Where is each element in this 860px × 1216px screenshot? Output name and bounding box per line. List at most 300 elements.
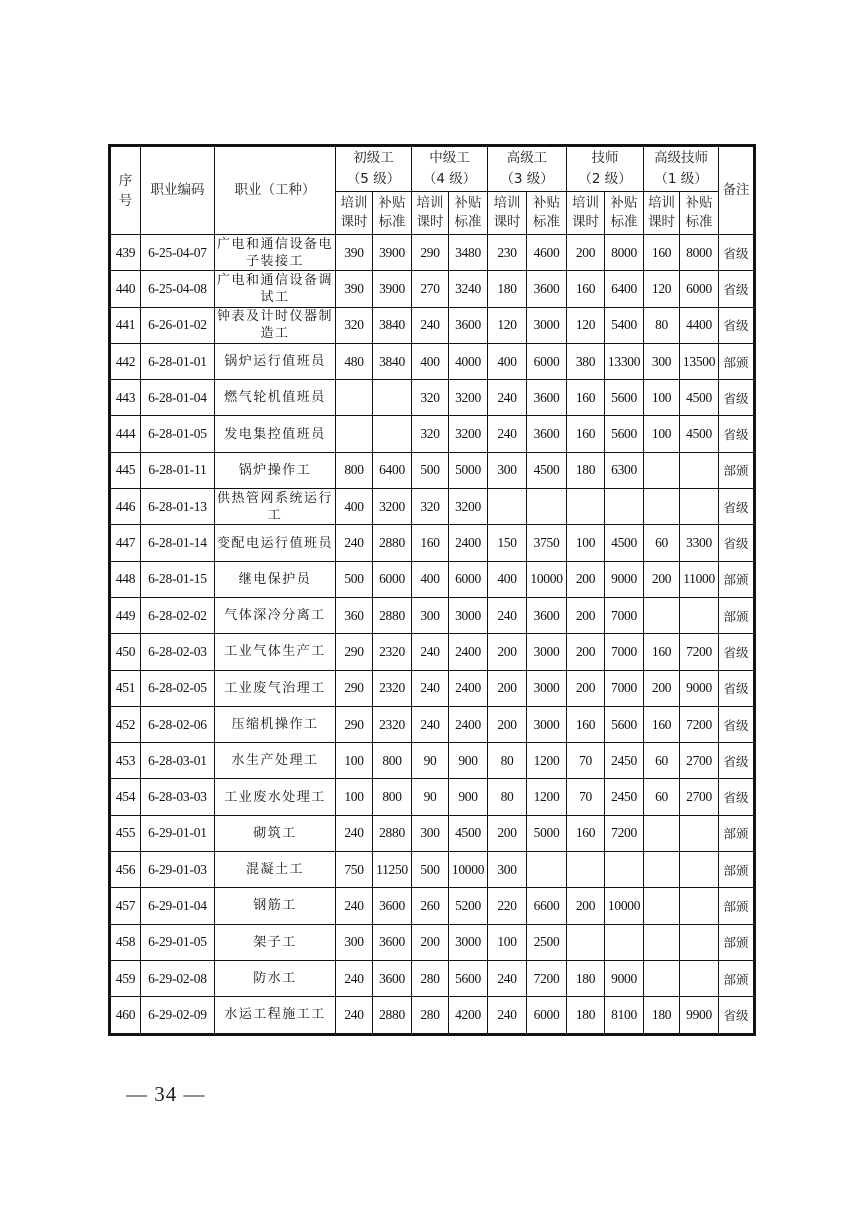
cell-training-hours: 60 <box>644 743 680 779</box>
cell-training-hours: 240 <box>488 997 527 1034</box>
cell-training-hours: 60 <box>644 779 680 815</box>
cell-training-hours: 240 <box>412 307 449 343</box>
cell-subsidy-standard: 3840 <box>373 307 412 343</box>
level-name: 技师 <box>591 150 619 166</box>
cell-training-hours: 120 <box>644 271 680 307</box>
subheader-text: 培训 <box>648 195 676 211</box>
subheader-text: 补贴 <box>378 195 406 211</box>
cell-training-hours: 200 <box>567 235 605 271</box>
cell-subsidy-standard <box>605 924 644 960</box>
cell-subsidy-standard <box>680 960 719 996</box>
cell-training-hours: 90 <box>412 743 449 779</box>
subheader-text: 补贴 <box>610 195 638 211</box>
cell-seq: 452 <box>110 706 141 742</box>
cell-subsidy-standard: 3900 <box>373 235 412 271</box>
cell-training-hours <box>644 489 680 525</box>
cell-subsidy-standard: 2320 <box>373 706 412 742</box>
cell-training-hours: 200 <box>488 815 527 851</box>
header-seq-label: 序号 <box>118 172 133 209</box>
cell-occupation-name: 水生产处理工 <box>215 743 336 779</box>
cell-subsidy-standard: 3480 <box>449 235 488 271</box>
cell-training-hours: 160 <box>567 815 605 851</box>
cell-training-hours: 240 <box>336 815 373 851</box>
cell-training-hours: 160 <box>567 380 605 416</box>
table-row <box>110 235 755 271</box>
cell-training-hours: 70 <box>567 743 605 779</box>
cell-subsidy-standard: 4500 <box>680 380 719 416</box>
cell-training-hours: 390 <box>336 271 373 307</box>
cell-subsidy-standard: 2450 <box>605 779 644 815</box>
cell-training-hours: 400 <box>336 489 373 525</box>
subheader-subsidy-standard <box>373 192 412 235</box>
cell-subsidy-standard: 5600 <box>605 706 644 742</box>
cell-seq: 444 <box>110 416 141 452</box>
cell-subsidy-standard <box>680 452 719 488</box>
cell-seq: 455 <box>110 815 141 851</box>
cell-subsidy-standard: 2450 <box>605 743 644 779</box>
cell-subsidy-standard <box>373 380 412 416</box>
cell-training-hours: 80 <box>488 743 527 779</box>
cell-training-hours: 60 <box>644 525 680 561</box>
table-row <box>110 815 755 851</box>
cell-subsidy-standard: 3000 <box>449 597 488 633</box>
cell-subsidy-standard: 9000 <box>605 960 644 996</box>
cell-subsidy-standard: 4500 <box>449 815 488 851</box>
cell-note: 部颁 <box>719 343 755 379</box>
cell-occupation-code: 6-28-02-06 <box>141 706 215 742</box>
cell-training-hours: 240 <box>488 960 527 996</box>
cell-training-hours: 200 <box>644 561 680 597</box>
cell-note: 省级 <box>719 997 755 1034</box>
cell-training-hours: 200 <box>412 924 449 960</box>
cell-training-hours: 200 <box>567 670 605 706</box>
cell-seq: 441 <box>110 307 141 343</box>
cell-training-hours: 280 <box>412 997 449 1034</box>
cell-occupation-code: 6-26-01-02 <box>141 307 215 343</box>
cell-subsidy-standard: 3200 <box>449 489 488 525</box>
cell-seq: 453 <box>110 743 141 779</box>
cell-occupation-code: 6-28-01-11 <box>141 452 215 488</box>
cell-note: 部颁 <box>719 815 755 851</box>
table-row <box>110 706 755 742</box>
cell-training-hours: 180 <box>644 997 680 1034</box>
cell-training-hours: 90 <box>412 779 449 815</box>
cell-subsidy-standard <box>680 815 719 851</box>
cell-note: 省级 <box>719 525 755 561</box>
table-body <box>110 235 755 1035</box>
subheader-text: 补贴 <box>685 195 713 211</box>
cell-subsidy-standard: 5000 <box>527 815 567 851</box>
cell-subsidy-standard: 3000 <box>527 706 567 742</box>
cell-subsidy-standard <box>680 924 719 960</box>
cell-occupation-code: 6-28-02-03 <box>141 634 215 670</box>
table-header <box>110 146 755 235</box>
cell-occupation-code: 6-25-04-08 <box>141 271 215 307</box>
cell-subsidy-standard: 9000 <box>680 670 719 706</box>
cell-training-hours: 400 <box>412 561 449 597</box>
cell-training-hours: 290 <box>336 634 373 670</box>
cell-training-hours: 300 <box>412 597 449 633</box>
cell-training-hours: 200 <box>488 634 527 670</box>
cell-subsidy-standard: 2400 <box>449 670 488 706</box>
subheader-text: 课时 <box>572 214 600 230</box>
cell-subsidy-standard: 2320 <box>373 634 412 670</box>
cell-subsidy-standard: 3600 <box>527 380 567 416</box>
cell-seq: 446 <box>110 489 141 525</box>
table-row <box>110 452 755 488</box>
cell-note: 部颁 <box>719 888 755 924</box>
cell-subsidy-standard: 2880 <box>373 815 412 851</box>
cell-subsidy-standard: 6000 <box>449 561 488 597</box>
cell-subsidy-standard: 13300 <box>605 343 644 379</box>
cell-training-hours: 500 <box>412 852 449 888</box>
header-occupation: 职业（工种） <box>215 146 336 235</box>
cell-subsidy-standard: 4400 <box>680 307 719 343</box>
cell-subsidy-standard: 7000 <box>605 670 644 706</box>
subheader-text: 培训 <box>572 195 600 211</box>
cell-training-hours: 240 <box>488 416 527 452</box>
cell-training-hours: 290 <box>336 706 373 742</box>
cell-subsidy-standard <box>527 489 567 525</box>
header-level-4 <box>567 146 644 192</box>
cell-note: 省级 <box>719 634 755 670</box>
cell-training-hours: 150 <box>488 525 527 561</box>
cell-training-hours: 200 <box>567 597 605 633</box>
cell-occupation-name: 气体深冷分离工 <box>215 597 336 633</box>
cell-occupation-name: 钟表及计时仪器制造工 <box>215 307 336 343</box>
table-row <box>110 634 755 670</box>
cell-note: 省级 <box>719 235 755 271</box>
cell-training-hours: 400 <box>488 343 527 379</box>
cell-training-hours: 160 <box>644 706 680 742</box>
subheader-text: 标准 <box>454 214 482 230</box>
cell-subsidy-standard: 6000 <box>680 271 719 307</box>
cell-training-hours: 160 <box>644 235 680 271</box>
cell-subsidy-standard: 3000 <box>527 670 567 706</box>
cell-note: 部颁 <box>719 852 755 888</box>
cell-training-hours: 500 <box>336 561 373 597</box>
cell-training-hours: 500 <box>412 452 449 488</box>
cell-subsidy-standard: 7200 <box>680 706 719 742</box>
cell-subsidy-standard: 3000 <box>527 307 567 343</box>
cell-subsidy-standard: 1200 <box>527 743 567 779</box>
cell-subsidy-standard: 10000 <box>605 888 644 924</box>
subheader-training-hours <box>488 192 527 235</box>
cell-training-hours: 240 <box>336 888 373 924</box>
cell-occupation-name: 压缩机操作工 <box>215 706 336 742</box>
level-name: 中级工 <box>429 150 470 166</box>
cell-seq: 456 <box>110 852 141 888</box>
cell-occupation-name: 防水工 <box>215 960 336 996</box>
cell-subsidy-standard: 3750 <box>527 525 567 561</box>
header-code: 职业编码 <box>141 146 215 235</box>
cell-subsidy-standard: 5400 <box>605 307 644 343</box>
cell-occupation-name: 发电集控值班员 <box>215 416 336 452</box>
subheader-text: 补贴 <box>454 195 482 211</box>
cell-training-hours: 240 <box>488 380 527 416</box>
subheader-training-hours <box>644 192 680 235</box>
cell-seq: 443 <box>110 380 141 416</box>
cell-occupation-code: 6-28-01-01 <box>141 343 215 379</box>
subheader-text: 课时 <box>416 214 444 230</box>
cell-occupation-code: 6-28-01-05 <box>141 416 215 452</box>
cell-training-hours: 290 <box>412 235 449 271</box>
cell-training-hours: 380 <box>567 343 605 379</box>
cell-occupation-name: 广电和通信设备电子装接工 <box>215 235 336 271</box>
subheader-text: 培训 <box>493 195 521 211</box>
cell-occupation-code: 6-29-02-08 <box>141 960 215 996</box>
cell-subsidy-standard: 10000 <box>449 852 488 888</box>
header-level-3 <box>488 146 567 192</box>
cell-occupation-code: 6-28-01-13 <box>141 489 215 525</box>
cell-note: 省级 <box>719 380 755 416</box>
cell-training-hours: 400 <box>488 561 527 597</box>
table-row <box>110 380 755 416</box>
header-level-5 <box>644 146 719 192</box>
cell-subsidy-standard: 3900 <box>373 271 412 307</box>
subheader-text: 课时 <box>493 214 521 230</box>
cell-training-hours: 320 <box>336 307 373 343</box>
cell-subsidy-standard: 4200 <box>449 997 488 1034</box>
cell-training-hours: 240 <box>336 960 373 996</box>
cell-subsidy-standard: 3600 <box>527 416 567 452</box>
cell-subsidy-standard: 6600 <box>527 888 567 924</box>
cell-subsidy-standard: 3200 <box>373 489 412 525</box>
table-row <box>110 779 755 815</box>
cell-occupation-code: 6-29-01-05 <box>141 924 215 960</box>
subheader-text: 标准 <box>533 214 561 230</box>
table-row <box>110 888 755 924</box>
level-name: 初级工 <box>353 150 394 166</box>
cell-training-hours: 180 <box>567 960 605 996</box>
cell-subsidy-standard: 4000 <box>449 343 488 379</box>
cell-subsidy-standard: 11250 <box>373 852 412 888</box>
cell-subsidy-standard: 8000 <box>680 235 719 271</box>
cell-subsidy-standard: 3600 <box>449 307 488 343</box>
cell-seq: 450 <box>110 634 141 670</box>
cell-note: 部颁 <box>719 960 755 996</box>
cell-training-hours: 260 <box>412 888 449 924</box>
cell-occupation-code: 6-29-01-04 <box>141 888 215 924</box>
subheader-text: 培训 <box>416 195 444 211</box>
cell-seq: 457 <box>110 888 141 924</box>
cell-subsidy-standard <box>680 597 719 633</box>
cell-training-hours: 180 <box>488 271 527 307</box>
cell-subsidy-standard: 8000 <box>605 235 644 271</box>
cell-seq: 447 <box>110 525 141 561</box>
cell-subsidy-standard: 2400 <box>449 634 488 670</box>
cell-subsidy-standard: 9900 <box>680 997 719 1034</box>
cell-training-hours: 240 <box>412 706 449 742</box>
cell-training-hours: 160 <box>644 634 680 670</box>
cell-subsidy-standard <box>680 489 719 525</box>
cell-training-hours: 240 <box>488 597 527 633</box>
cell-training-hours <box>644 852 680 888</box>
cell-subsidy-standard: 7200 <box>605 815 644 851</box>
cell-training-hours: 400 <box>412 343 449 379</box>
subheader-training-hours <box>336 192 373 235</box>
training-subsidy-table <box>108 144 756 1036</box>
cell-training-hours: 100 <box>488 924 527 960</box>
cell-occupation-code: 6-28-03-03 <box>141 779 215 815</box>
cell-training-hours <box>644 597 680 633</box>
cell-training-hours <box>644 888 680 924</box>
cell-training-hours: 300 <box>488 852 527 888</box>
cell-note: 省级 <box>719 416 755 452</box>
cell-training-hours: 240 <box>412 634 449 670</box>
cell-subsidy-standard <box>527 852 567 888</box>
cell-subsidy-standard: 3200 <box>449 380 488 416</box>
cell-training-hours: 290 <box>336 670 373 706</box>
cell-training-hours: 230 <box>488 235 527 271</box>
cell-training-hours: 100 <box>567 525 605 561</box>
cell-subsidy-standard: 3600 <box>373 960 412 996</box>
cell-subsidy-standard: 2880 <box>373 525 412 561</box>
cell-occupation-code: 6-29-02-09 <box>141 997 215 1034</box>
subheader-text: 培训 <box>340 195 368 211</box>
cell-training-hours: 390 <box>336 235 373 271</box>
cell-training-hours <box>567 924 605 960</box>
level-grade: （1 级） <box>654 171 708 187</box>
cell-seq: 451 <box>110 670 141 706</box>
cell-occupation-name: 砌筑工 <box>215 815 336 851</box>
cell-subsidy-standard: 7000 <box>605 634 644 670</box>
cell-occupation-name: 混凝土工 <box>215 852 336 888</box>
cell-training-hours: 200 <box>488 706 527 742</box>
cell-training-hours <box>644 960 680 996</box>
cell-occupation-code: 6-28-02-05 <box>141 670 215 706</box>
cell-subsidy-standard: 800 <box>373 743 412 779</box>
cell-training-hours <box>336 380 373 416</box>
cell-seq: 445 <box>110 452 141 488</box>
level-name: 高级技师 <box>654 150 709 166</box>
cell-subsidy-standard: 5200 <box>449 888 488 924</box>
cell-occupation-name: 变配电运行值班员 <box>215 525 336 561</box>
cell-training-hours: 240 <box>412 670 449 706</box>
cell-training-hours: 220 <box>488 888 527 924</box>
cell-seq: 442 <box>110 343 141 379</box>
cell-occupation-code: 6-28-01-04 <box>141 380 215 416</box>
header-seq <box>110 146 141 235</box>
cell-occupation-name: 钢筋工 <box>215 888 336 924</box>
cell-subsidy-standard <box>605 489 644 525</box>
table-row <box>110 271 755 307</box>
cell-subsidy-standard: 4500 <box>680 416 719 452</box>
cell-training-hours: 750 <box>336 852 373 888</box>
cell-note: 部颁 <box>719 452 755 488</box>
cell-training-hours: 100 <box>336 743 373 779</box>
cell-note: 省级 <box>719 271 755 307</box>
cell-subsidy-standard: 2880 <box>373 597 412 633</box>
cell-occupation-name: 供热管网系统运行工 <box>215 489 336 525</box>
cell-occupation-code: 6-28-01-15 <box>141 561 215 597</box>
cell-subsidy-standard: 3600 <box>373 924 412 960</box>
cell-seq: 460 <box>110 997 141 1034</box>
header-note: 备注 <box>719 146 755 235</box>
cell-training-hours: 100 <box>644 416 680 452</box>
subheader-text: 补贴 <box>533 195 561 211</box>
cell-training-hours <box>644 452 680 488</box>
cell-subsidy-standard: 3300 <box>680 525 719 561</box>
cell-training-hours: 270 <box>412 271 449 307</box>
cell-training-hours: 80 <box>488 779 527 815</box>
cell-training-hours: 300 <box>336 924 373 960</box>
cell-training-hours: 320 <box>412 416 449 452</box>
cell-occupation-name: 工业气体生产工 <box>215 634 336 670</box>
cell-training-hours: 320 <box>412 380 449 416</box>
cell-occupation-name: 架子工 <box>215 924 336 960</box>
cell-seq: 459 <box>110 960 141 996</box>
cell-training-hours: 300 <box>488 452 527 488</box>
cell-subsidy-standard: 2400 <box>449 706 488 742</box>
cell-seq: 439 <box>110 235 141 271</box>
header-level-1 <box>336 146 412 192</box>
cell-training-hours: 480 <box>336 343 373 379</box>
cell-subsidy-standard: 5600 <box>449 960 488 996</box>
cell-training-hours: 200 <box>567 561 605 597</box>
table-row <box>110 597 755 633</box>
cell-subsidy-standard: 2880 <box>373 997 412 1034</box>
subheader-subsidy-standard <box>449 192 488 235</box>
subheader-text: 课时 <box>340 214 368 230</box>
cell-training-hours: 160 <box>567 416 605 452</box>
cell-seq: 448 <box>110 561 141 597</box>
cell-subsidy-standard: 6000 <box>527 343 567 379</box>
cell-training-hours: 200 <box>567 888 605 924</box>
cell-subsidy-standard: 5600 <box>605 416 644 452</box>
cell-training-hours <box>488 489 527 525</box>
cell-seq: 454 <box>110 779 141 815</box>
cell-training-hours: 320 <box>412 489 449 525</box>
cell-subsidy-standard <box>680 888 719 924</box>
cell-training-hours <box>644 924 680 960</box>
cell-subsidy-standard: 4500 <box>605 525 644 561</box>
cell-subsidy-standard: 3000 <box>527 634 567 670</box>
level-grade: （4 级） <box>422 171 477 187</box>
cell-subsidy-standard: 7200 <box>680 634 719 670</box>
cell-subsidy-standard: 10000 <box>527 561 567 597</box>
cell-subsidy-standard: 3240 <box>449 271 488 307</box>
cell-training-hours: 200 <box>488 670 527 706</box>
cell-subsidy-standard: 3200 <box>449 416 488 452</box>
table-row <box>110 997 755 1034</box>
subheader-training-hours <box>412 192 449 235</box>
cell-subsidy-standard: 7200 <box>527 960 567 996</box>
table-row <box>110 670 755 706</box>
cell-training-hours: 120 <box>567 307 605 343</box>
cell-training-hours: 360 <box>336 597 373 633</box>
cell-subsidy-standard: 900 <box>449 743 488 779</box>
cell-training-hours: 200 <box>567 634 605 670</box>
cell-training-hours: 800 <box>336 452 373 488</box>
cell-seq: 449 <box>110 597 141 633</box>
table-row <box>110 743 755 779</box>
subheader-text: 标准 <box>610 214 638 230</box>
cell-occupation-name: 工业废水处理工 <box>215 779 336 815</box>
cell-occupation-name: 继电保护员 <box>215 561 336 597</box>
cell-note: 省级 <box>719 743 755 779</box>
cell-training-hours: 100 <box>336 779 373 815</box>
cell-subsidy-standard <box>680 852 719 888</box>
cell-occupation-name: 广电和通信设备调试工 <box>215 271 336 307</box>
level-grade: （5 级） <box>346 171 401 187</box>
cell-occupation-code: 6-29-01-01 <box>141 815 215 851</box>
cell-subsidy-standard: 7000 <box>605 597 644 633</box>
cell-subsidy-standard: 6000 <box>373 561 412 597</box>
cell-subsidy-standard: 2700 <box>680 743 719 779</box>
subheader-training-hours <box>567 192 605 235</box>
cell-training-hours: 180 <box>567 452 605 488</box>
